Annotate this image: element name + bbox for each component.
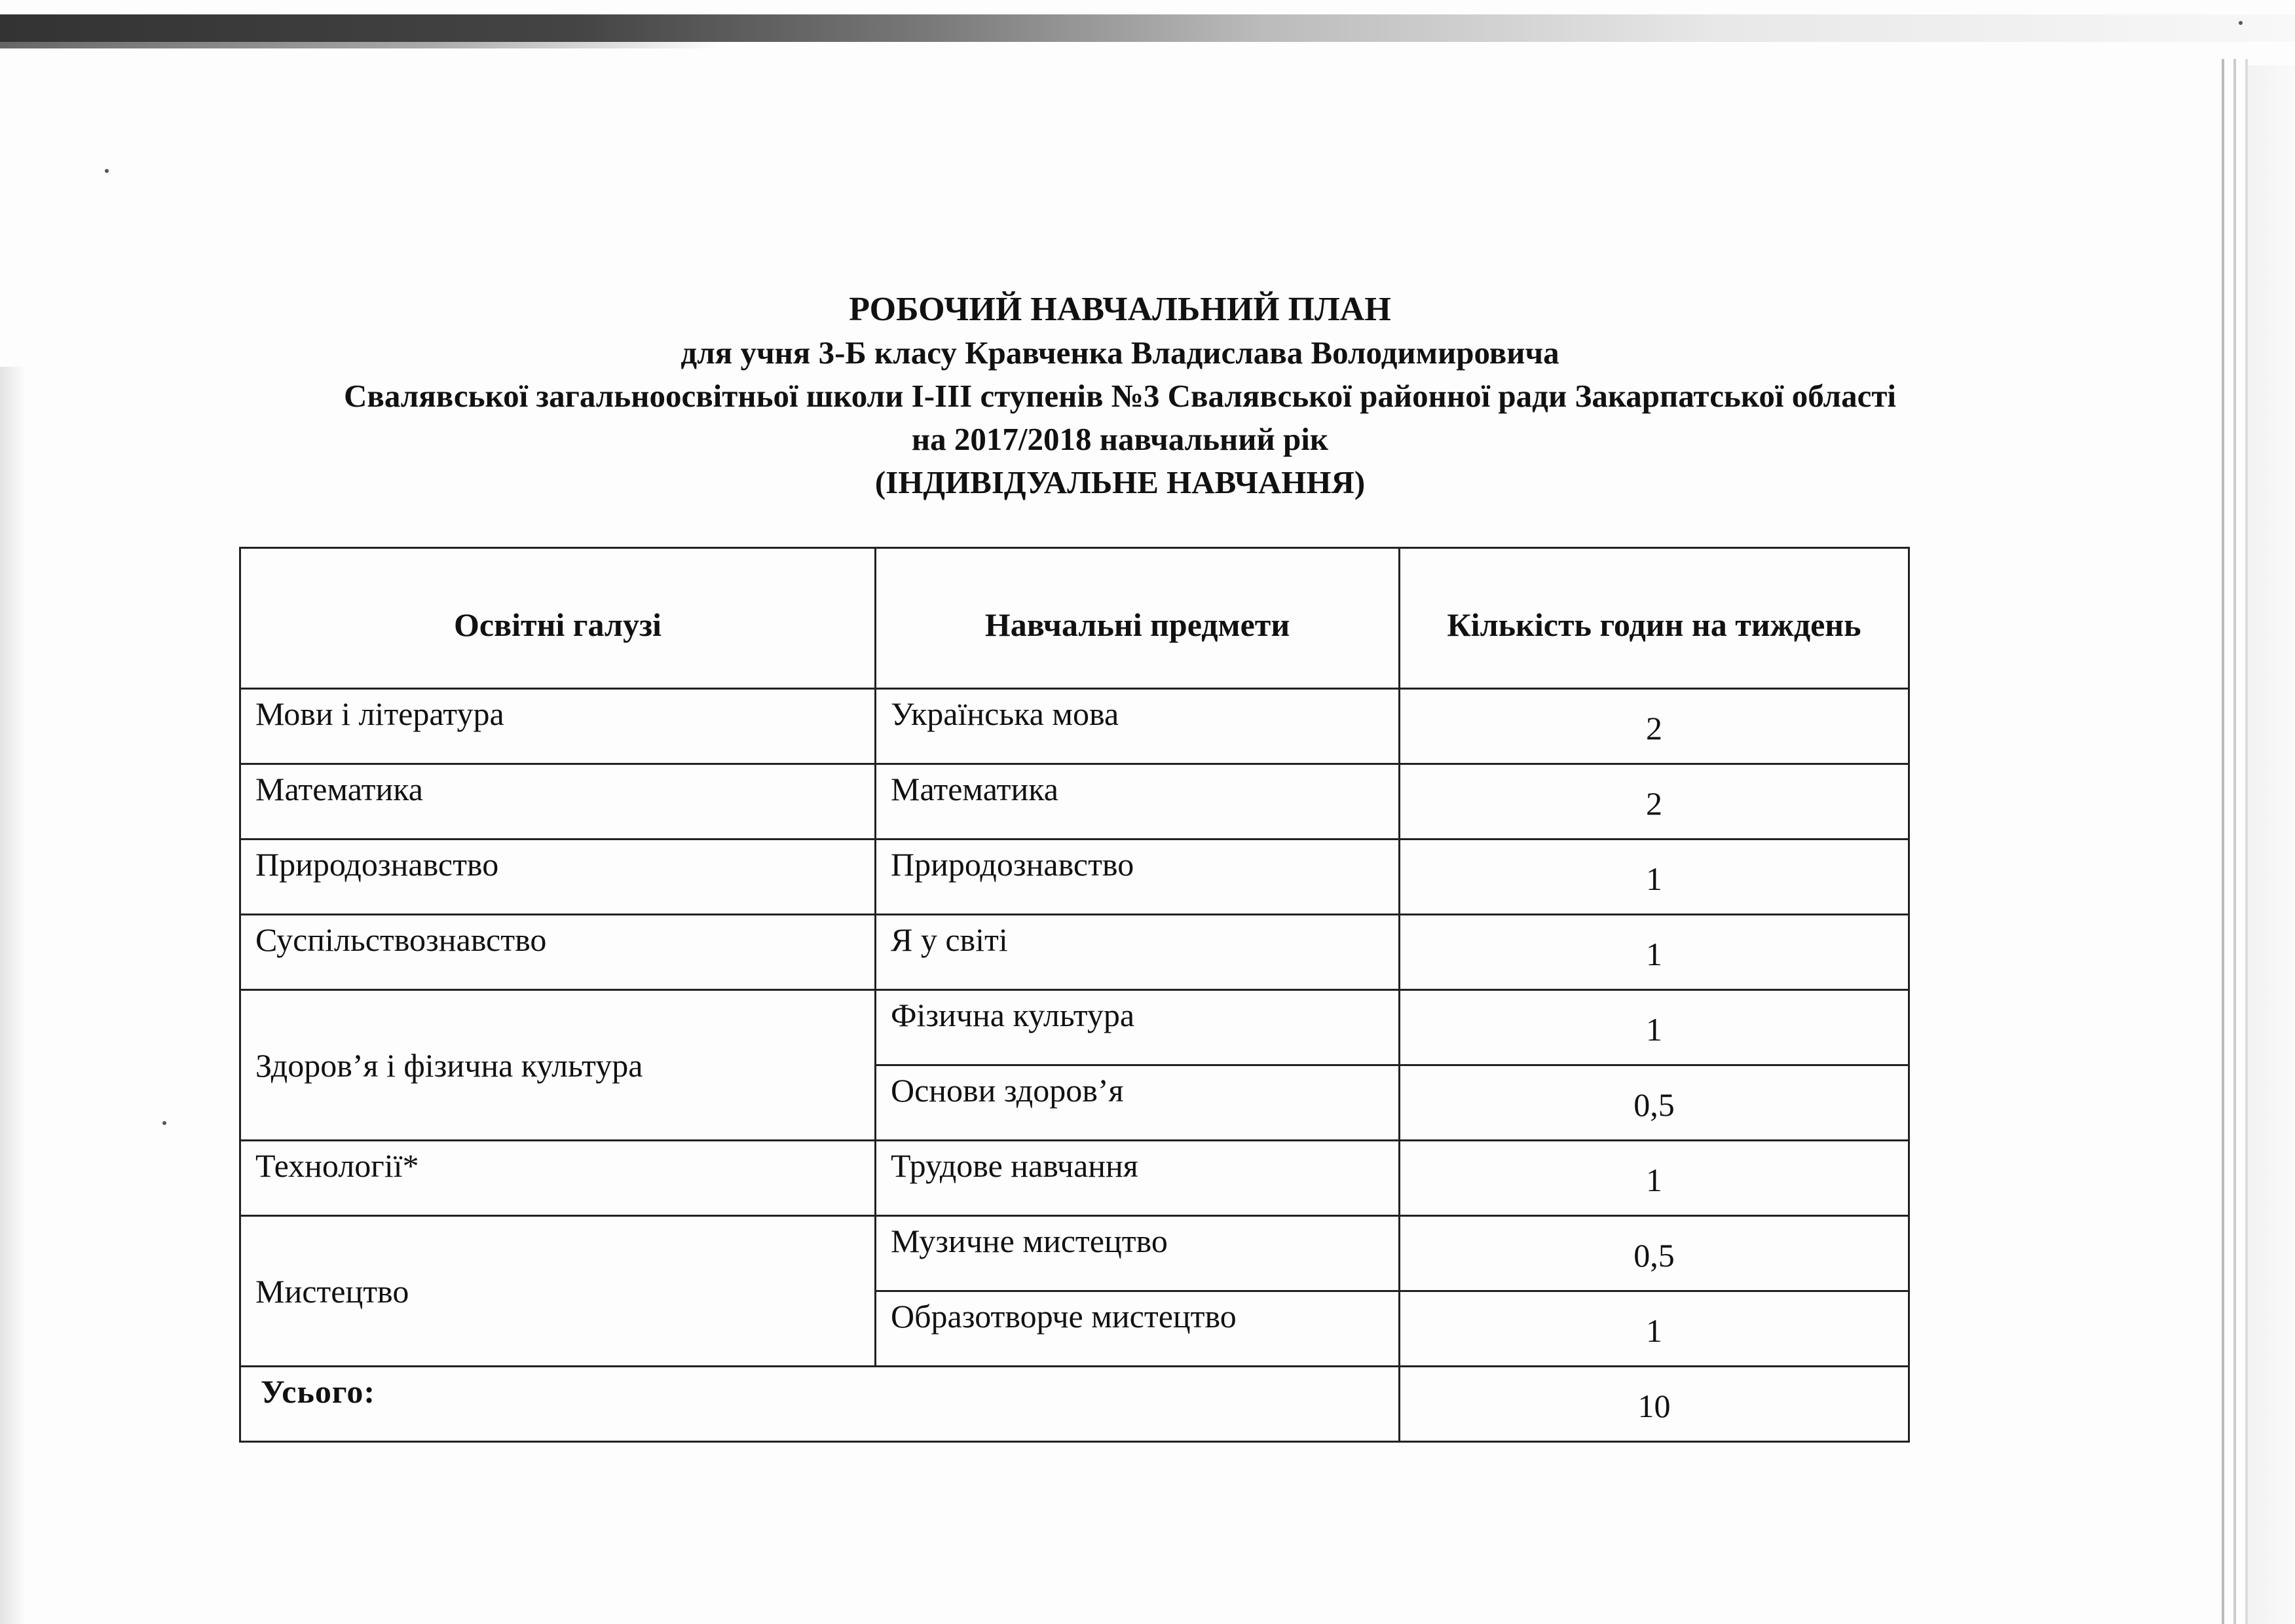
hours-cell: 0,5 bbox=[1400, 1216, 1909, 1291]
education-area-cell: Здоров’я і фізична культура bbox=[240, 990, 876, 1141]
document-title: РОБОЧИЙ НАВЧАЛЬНИЙ ПЛАН bbox=[849, 291, 1391, 328]
hours-cell: 1 bbox=[1400, 1291, 1909, 1367]
subject-cell: Фізична культура bbox=[876, 990, 1400, 1065]
table-row bbox=[240, 689, 1909, 764]
subject-cell: Математика bbox=[876, 764, 1400, 840]
education-area-cell: Мови і література bbox=[240, 689, 876, 764]
education-area-cell: Суспільствознавство bbox=[240, 915, 876, 990]
table-total-row bbox=[240, 1367, 1909, 1442]
document-subtitle-year: на 2017/2018 навчальний рік bbox=[911, 421, 1329, 457]
document-subtitle-student: для учня 3-Б класу Кравченка Владислава Володимировича bbox=[681, 335, 1559, 371]
subject-cell: Основи здоров’я bbox=[876, 1065, 1400, 1141]
total-label: Усього: bbox=[240, 1367, 1400, 1442]
scan-page-edge bbox=[2222, 59, 2224, 1624]
curriculum-table bbox=[239, 547, 1910, 1443]
scan-shadow-top bbox=[0, 14, 2295, 42]
subject-cell: Я у світі bbox=[876, 915, 1400, 990]
total-hours: 10 bbox=[1400, 1367, 1909, 1442]
subject-cell: Музичне мистецтво bbox=[876, 1216, 1400, 1291]
hours-cell: 1 bbox=[1400, 1141, 1909, 1216]
scan-speck bbox=[2239, 21, 2243, 25]
education-area-cell: Технології* bbox=[240, 1141, 876, 1216]
scan-page-margin bbox=[2248, 65, 2295, 1624]
scan-speck bbox=[162, 1121, 166, 1125]
education-area-cell: Мистецтво bbox=[240, 1216, 876, 1367]
subject-cell: Трудове навчання bbox=[876, 1141, 1400, 1216]
table-row bbox=[240, 840, 1909, 915]
education-area-cell: Природознавство bbox=[240, 840, 876, 915]
subject-cell: Природознавство bbox=[876, 840, 1400, 915]
table-row bbox=[240, 764, 1909, 840]
scan-speck bbox=[105, 169, 109, 173]
hours-cell: 0,5 bbox=[1400, 1065, 1909, 1141]
table-header-row bbox=[240, 548, 1909, 689]
table-row bbox=[240, 1216, 1909, 1291]
table-row bbox=[240, 990, 1909, 1065]
document-heading bbox=[105, 288, 2135, 504]
header-hours-per-week: Кількість годин на тиждень bbox=[1400, 548, 1909, 689]
document-subtitle-mode: (ІНДИВІДУАЛЬНЕ НАВЧАННЯ) bbox=[874, 464, 1366, 500]
hours-cell: 2 bbox=[1400, 689, 1909, 764]
header-subjects: Навчальні предмети bbox=[876, 548, 1400, 689]
scan-shadow-top-inner bbox=[0, 42, 720, 48]
hours-cell: 1 bbox=[1400, 915, 1909, 990]
hours-cell: 2 bbox=[1400, 764, 1909, 840]
scan-shadow-left bbox=[0, 367, 26, 1624]
hours-cell: 1 bbox=[1400, 990, 1909, 1065]
subject-cell: Українська мова bbox=[876, 689, 1400, 764]
scan-page-edge bbox=[2233, 59, 2236, 1624]
table-row bbox=[240, 915, 1909, 990]
education-area-cell: Математика bbox=[240, 764, 876, 840]
document-subtitle-school: Свалявської загальноосвітньої школи І-ІІІ ступенів №3 Свалявської районної ради Закарпатської області bbox=[343, 378, 1897, 414]
hours-cell: 1 bbox=[1400, 840, 1909, 915]
header-education-areas: Освітні галузі bbox=[240, 548, 876, 689]
table-row bbox=[240, 1141, 1909, 1216]
subject-cell: Образотворче мистецтво bbox=[876, 1291, 1400, 1367]
